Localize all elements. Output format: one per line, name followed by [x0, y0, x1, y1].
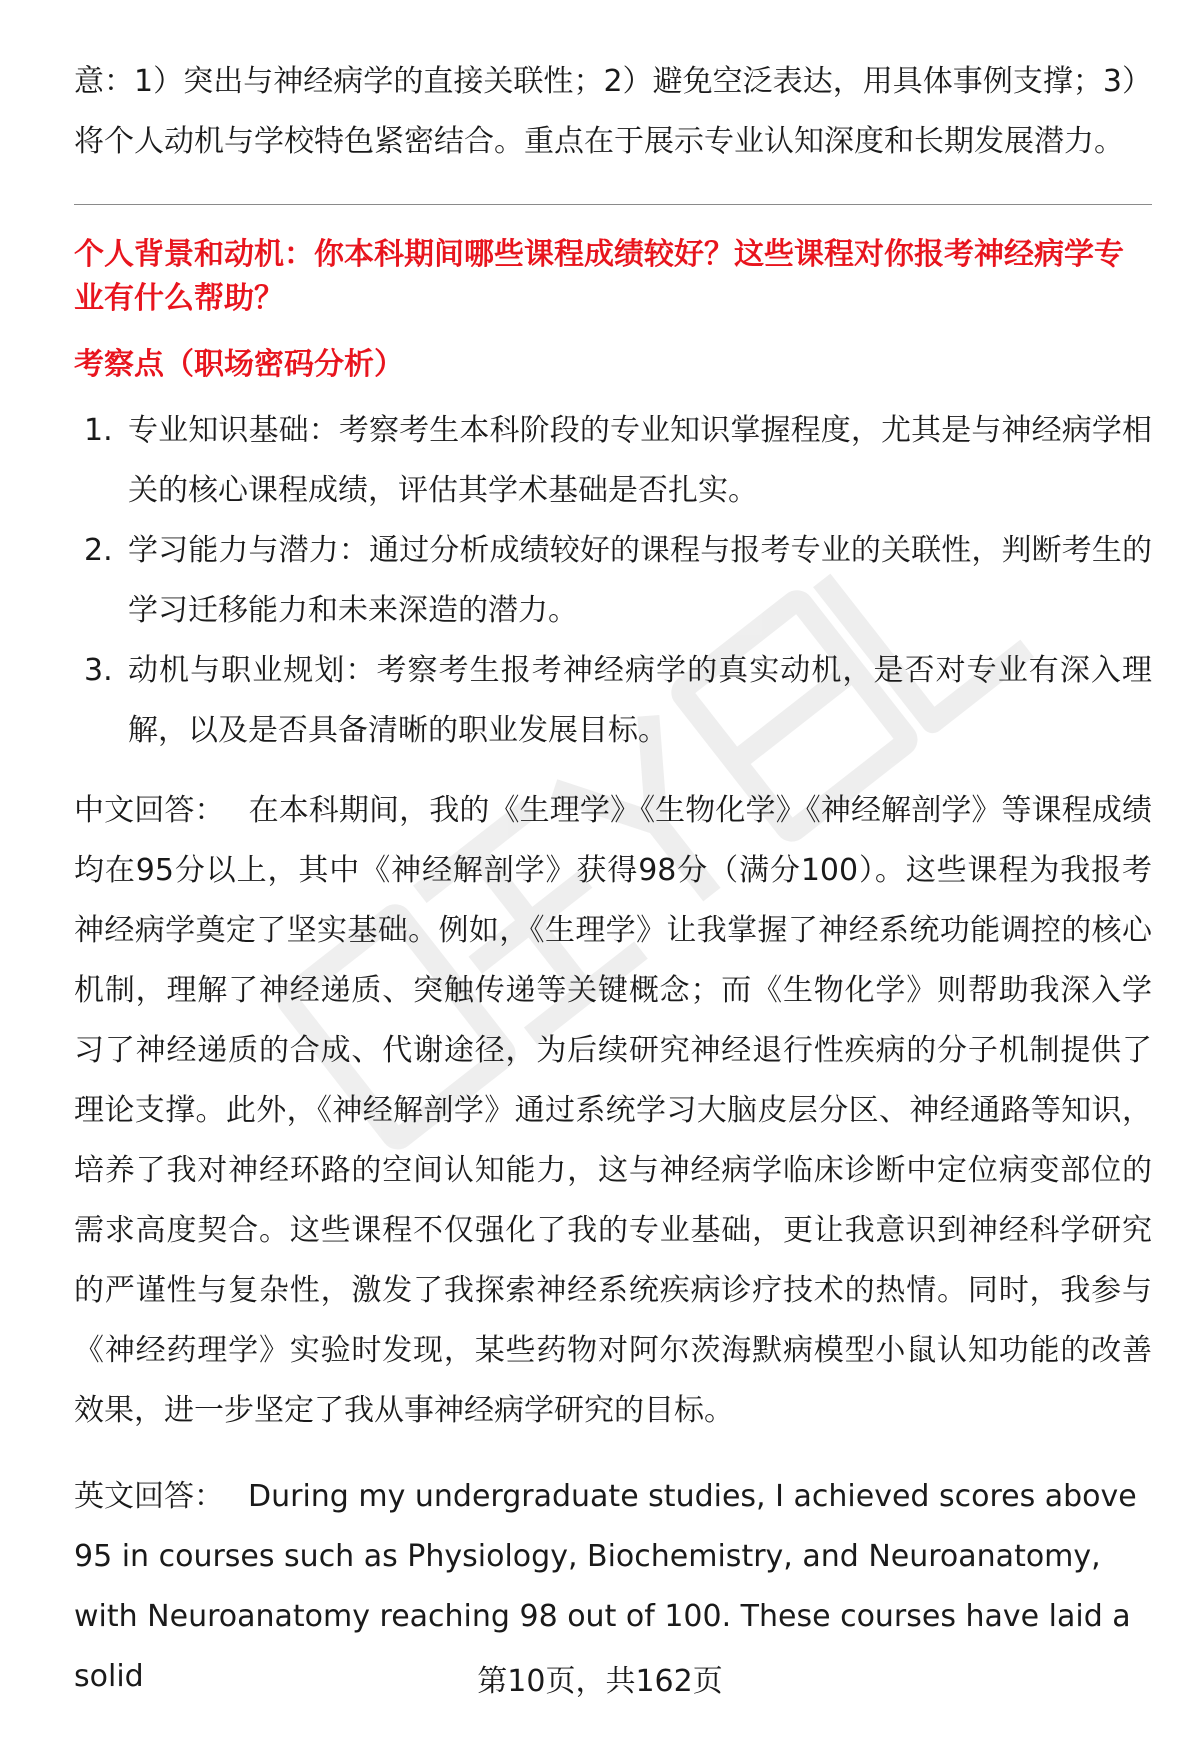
- page-footer: 第10页，共162页: [477, 1664, 723, 1699]
- intro-paragraph: 意：1）突出与神经病学的直接关联性；2）避免空泛表达，用具体事例支撑；3）将个人动机与学校特色紧密结合。重点在于展示专业认知深度和长期发展潜力。: [74, 64, 1152, 159]
- question-heading: 个人背景和动机：你本科期间哪些课程成绩较好？这些课程对你报考神经病学专业有什么帮助？: [74, 237, 1124, 316]
- point-text: 动机与职业规划：考察考生报考神经病学的真实动机，是否对专业有深入理解，以及是否具备清晰的职业发展目标。: [128, 653, 1152, 748]
- content-area: [74, 52, 1152, 1733]
- assessment-point: [74, 641, 1152, 761]
- chinese-answer-label: 中文回答：: [74, 793, 225, 828]
- point-number: 2.: [84, 533, 113, 568]
- assessment-point: [74, 401, 1152, 521]
- chinese-answer-text: 在本科期间，我的《生理学》《生物化学》《神经解剖学》等课程成绩均在95分以上，其中《神经解剖学》获得98分（满分100）。这些课程为我报考神经病学奠定了坚实基础。例如，《生理学》让我掌握了神经系统功能调控的核心机制，理解了神经递质、突触传递等关键概念；而《生物化学》则帮助我深入学习了神经递质的合成、代谢途径，为后续研究神经退行性疾病的分子机制提供了理论支撑。此外，《神经解剖学》通过系统学习大脑皮层分区、神经通路等知识，培养了我对神经环路的空间认知能力，这与神经病学临床诊断中定位病变部位的需求高度契合。这些课程不仅强化了我的专业基础，更让我意识到神经科学研究的严谨性与复杂性，激发了我探索神经系统疾病诊疗技术的热情。同时，我参与《神经药理学》实验时发现，某些药物对阿尔茨海默病模型小鼠认知功能的改善效果，进一步坚定了我从事神经病学研究的目标。: [74, 793, 1153, 1428]
- assessment-point: [74, 521, 1152, 641]
- point-text: 专业知识基础：考察考生本科阶段的专业知识掌握程度，尤其是与神经病学相关的核心课程成绩，评估其学术基础是否扎实。: [128, 413, 1152, 508]
- assessment-heading: 考察点（职场密码分析）: [74, 347, 404, 382]
- point-number: 1.: [84, 413, 113, 448]
- english-answer-label: 英文回答：: [74, 1479, 224, 1514]
- chinese-answer: [74, 781, 1152, 1441]
- point-number: 3.: [84, 653, 113, 688]
- section-divider: [74, 204, 1152, 205]
- assessment-points-list: [74, 401, 1152, 761]
- english-answer-text: During my undergraduate studies, I achieved scores above 95 in courses such as Physiology, Biochemistry, and Neuroanatomy, with Neuroanatomy reaching 98 out of 100. These courses have laid a solid: [74, 1479, 1137, 1694]
- point-text: 学习能力与潜力：通过分析成绩较好的课程与报考专业的关联性，判断考生的学习迁移能力和未来深造的潜力。: [128, 533, 1152, 628]
